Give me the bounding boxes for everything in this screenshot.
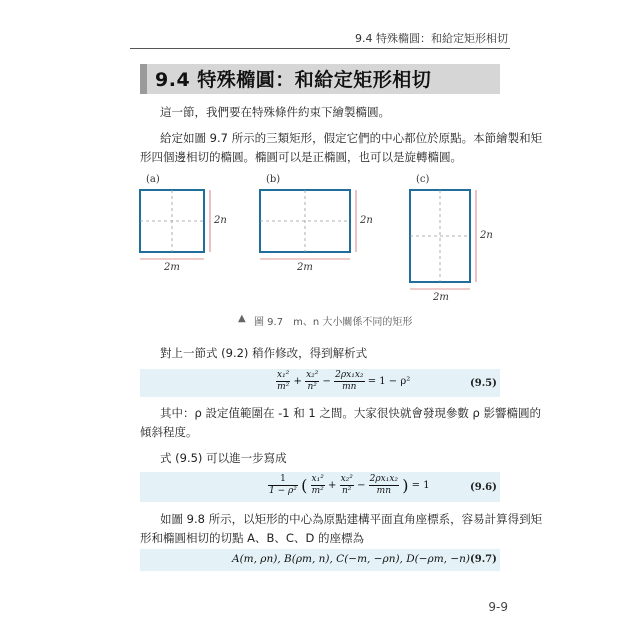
running-header: 9.4 特殊橢圓：和給定矩形相切 (355, 32, 508, 45)
equation-number-9-5: (9.5) (470, 378, 497, 389)
figure-label-c: (c) (416, 174, 430, 185)
rect-a-group (140, 190, 210, 259)
equation-9-5: $\frac{\text{x₁²}}{\text{m²}}$ + $\frac{\text{x₂²}}{\text{n²}}$ − $\frac{\text{2ρx₁x₂}}{mn}$ = 1 − ρ² (277, 370, 411, 392)
section-title: 9.4 特殊橢圓：和給定矩形相切 (155, 69, 432, 91)
equation-9-6: $\frac{1}{\text{1 − ρ²}}$ ( $\frac{\text{x₁²}}{\text{m²}}$ + $\frac{\text{x₂²}}{\text{n²}}$ − $\frac{\text{2ρx₁x₂}}{mn}$ ) = 1 (269, 474, 430, 496)
paragraph-tangent-line2: 形和橢圓相切的切點 A、B、C、D 的座標為 (140, 531, 364, 545)
rect-b-height-label: 2n (360, 215, 373, 226)
page-number: 9-9 (488, 600, 508, 614)
rect-a-width-label: 2m (164, 262, 180, 273)
paragraph-figure-intro-line1: 給定如圖 9.7 所示的三類矩形，假定它們的中心都位於原點。本節繪製和矩 (160, 131, 543, 145)
figure-label-b: (b) (266, 174, 281, 185)
equation-number-9-7: (9.7) (470, 554, 497, 565)
rect-b-width-label: 2m (297, 262, 313, 273)
paragraph-modify: 對上一節式 (9.2) 稍作修改，得到解析式 (160, 346, 368, 360)
rect-c-group (410, 190, 476, 289)
paragraph-rho-line2: 傾斜程度。 (140, 425, 198, 439)
rect-b-group (260, 190, 356, 259)
rect-a-height-label: 2n (214, 215, 227, 226)
equation-9-7: A(m, ρn), B(ρm, n), C(−m, −ρn), D(−ρm, −n) (232, 553, 471, 565)
paragraph-rho-line1: 其中：ρ 設定值範圍在 -1 和 1 之間。大家很快就會發現參數 ρ 影響橢圓的 (160, 406, 541, 420)
paragraph-tangent-line1: 如圖 9.8 所示，以矩形的中心為原點建構平面直角座標系，容易計算得到矩 (160, 512, 543, 526)
caption-triangle-icon: ▲ (238, 313, 246, 324)
figure-label-a: (a) (146, 174, 160, 185)
paragraph-rewrite: 式 (9.5) 可以進一步寫成 (160, 451, 287, 465)
equation-number-9-6: (9.6) (470, 482, 497, 493)
paragraph-figure-intro-line2: 形四個邊相切的橢圓。橢圓可以是正橢圓，也可以是旋轉橢圓。 (140, 150, 462, 164)
rect-c-width-label: 2m (433, 292, 449, 303)
figure-caption: 圖 9.7 m、n 大小關係不同的矩形 (254, 317, 413, 328)
paragraph-intro: 這一節，我們要在特殊條件約束下繪製橢圓。 (160, 105, 390, 119)
rect-c-height-label: 2n (480, 230, 493, 241)
